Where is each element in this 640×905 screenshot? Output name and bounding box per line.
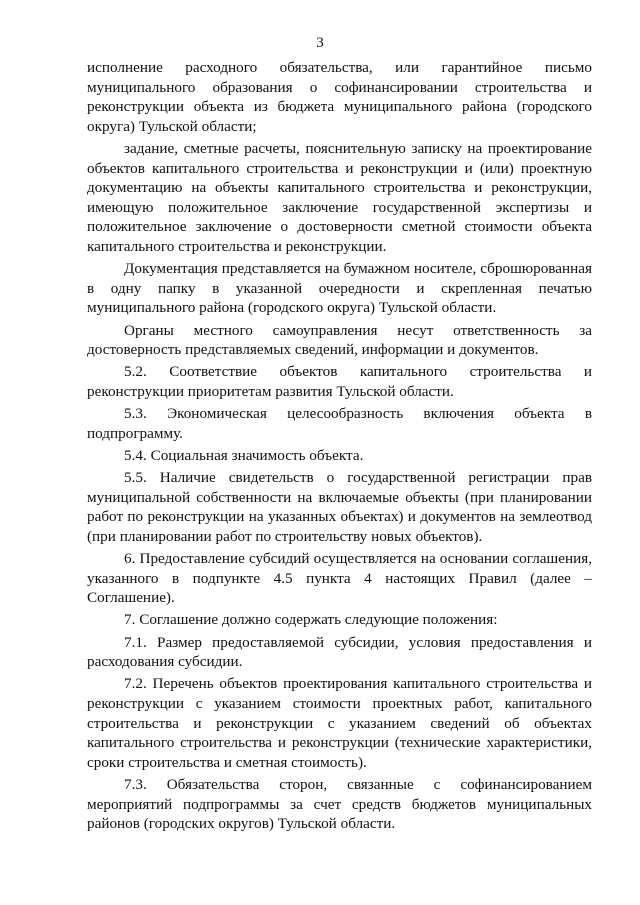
text-line: достоверность представляемых сведений, информации и документов. (87, 341, 539, 359)
text-line: капитального строительства и реконструкции (технические характеристики, (87, 734, 592, 752)
paragraph (87, 549, 592, 608)
text-line: 5.4. Социальная значимость объекта. (124, 446, 364, 464)
text-line: объектов капитального строительства и реконструкции и (или) проектную (87, 159, 592, 177)
text-line: расходования субсидии. (87, 653, 243, 671)
paragraph (87, 404, 592, 443)
paragraph (87, 775, 592, 834)
text-line: строительства и реконструкции с указанием сведений об объектах (87, 714, 592, 732)
text-line: положительное заключение о достоверности сметной стоимости объекта (87, 218, 592, 236)
text-line: муниципальной собственности на включаемые объекты (при планировании (87, 488, 592, 506)
paragraph (87, 58, 592, 136)
text-line: муниципального образования о софинансировании строительства и (87, 78, 592, 96)
text-line: 7.2. Перечень объектов проектирования капитального строительства и (124, 675, 592, 693)
paragraph (87, 139, 592, 257)
text-line: Документация представляется на бумажном носителе, сброшюрованная (124, 260, 592, 278)
paragraph (87, 633, 592, 672)
text-line: 6. Предоставление субсидий осуществляется на основании соглашения, (124, 550, 592, 567)
text-line: 5.5. Наличие свидетельств о государственной регистрации прав (124, 469, 592, 487)
text-line: (при планировании работ по строительству новых объектов). (87, 527, 483, 545)
text-line: реконструкции объекта из бюджета муниципального района (городского (87, 98, 592, 116)
text-line: 7. Соглашение должно содержать следующие положения: (124, 611, 498, 629)
page-number: 3 (316, 35, 324, 51)
text-line: 7.1. Размер предоставляемой субсидии, условия предоставления и (124, 633, 592, 651)
text-line: 5.3. Экономическая целесообразность включения объекта в (124, 405, 592, 423)
text-line: сроки строительства и сметная стоимость). (87, 753, 367, 771)
text-line: Соглашение). (87, 589, 175, 607)
document-body (87, 58, 592, 836)
text-line: реконструкции приоритетам развития Тульской области. (87, 382, 454, 400)
text-line: округа) Тульской области; (87, 117, 257, 135)
text-line: задание, сметные расчеты, пояснительную записку на проектирование (124, 139, 592, 157)
text-line: в одну папку в указанной очередности и скрепленная печатью (87, 279, 592, 297)
paragraph (87, 259, 592, 318)
paragraph (87, 362, 592, 401)
text-line: указанного в подпункте 4.5 пункта 4 настоящих Правил (далее – (87, 569, 592, 587)
text-line: муниципального района (городского округа) Тульской области. (87, 299, 497, 317)
paragraph (87, 446, 592, 466)
text-line: документацию на объекты капитального строительства и реконструкции, (87, 179, 592, 197)
text-line: исполнение расходного обязательства, или гарантийное письмо (87, 59, 592, 76)
text-line: 5.2. Соответствие объектов капитального строительства и (124, 363, 592, 381)
text-line: имеющую положительное заключение государственной экспертизы и (87, 198, 592, 216)
paragraph (87, 610, 592, 630)
text-line: Органы местного самоуправления несут ответственность за (124, 321, 592, 339)
text-line: районов (городских округов) Тульской области. (87, 815, 396, 833)
text-line: 7.3. Обязательства сторон, связанные с софинансированием (124, 775, 592, 793)
paragraph (87, 321, 592, 360)
text-line: мероприятий подпрограммы за счет средств бюджетов муниципальных (87, 795, 592, 813)
text-line: реконструкции с указанием стоимости проектных работ, капитального (87, 694, 592, 712)
text-line: капитального строительства и реконструкции. (87, 237, 387, 255)
paragraph (87, 674, 592, 772)
paragraph (87, 468, 592, 546)
text-line: работ по реконструкции на указанных объектах) и документов на землеотвод (87, 508, 592, 526)
text-line: подпрограмму. (87, 424, 183, 442)
